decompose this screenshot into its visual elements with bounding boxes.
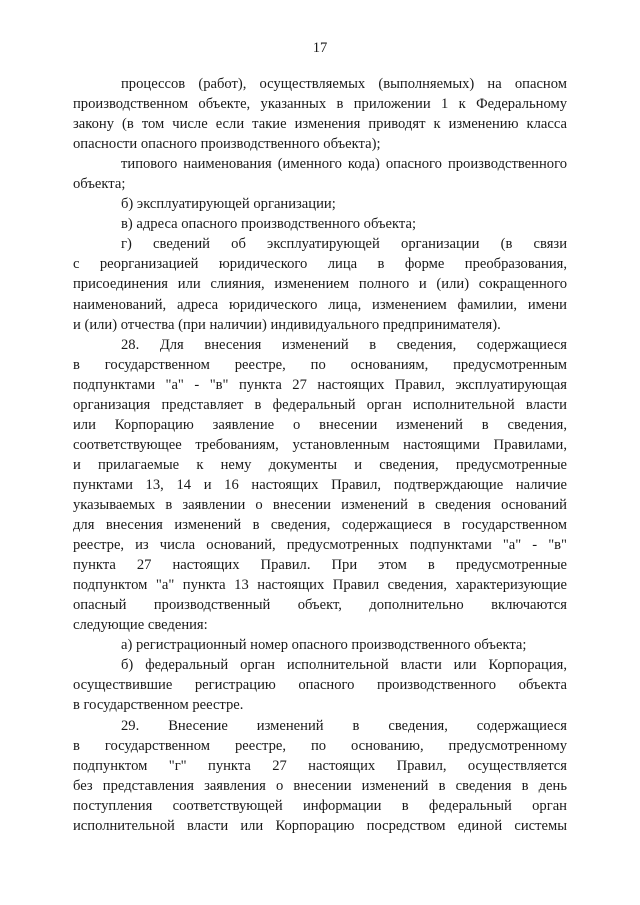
text-line: объекта; [73, 176, 126, 193]
text-line: пунктами 13, 14 и 16 настоящих Правил, подтверждающие наличие [73, 476, 567, 493]
text-line: в) адреса опасного производственного объекта; [121, 216, 417, 233]
text-line: для внесения изменений в сведения, содержащиеся в государственном [73, 517, 567, 534]
text-line: наименований, адреса юридического лица, изменением фамилии, имени [73, 296, 567, 313]
text-line: без представления заявления о внесении изменений в сведения в день [73, 777, 567, 794]
text-line: г) сведений об эксплуатирующей организации (в связи [121, 236, 567, 253]
text-line: подпунктом "г" пункта 27 настоящих Правил, осуществляется [73, 757, 567, 774]
text-line: соответствующее требованиям, установленным настоящими Правилами, [73, 436, 567, 453]
text-line: в государственном реестре, по основанию, предусмотренному [73, 737, 567, 754]
text-line: опасный производственный объект, дополнительно включаются [73, 597, 567, 614]
text-line: подпунктом "а" пункта 13 настоящих Правил сведения, характеризующие [73, 577, 567, 594]
text-line: процессов (работ), осуществляемых (выполняемых) на опасном [121, 76, 567, 92]
text-line: пункта 27 настоящих Правил. При этом в предусмотренные [73, 557, 567, 574]
text-line: типового наименования (именного кода) опасного производственного [121, 156, 567, 173]
text-line: осуществившие регистрацию опасного производственного объекта [73, 677, 567, 694]
page-number: 17 [312, 40, 328, 56]
text-line: или Корпорацию заявление о внесении изменений в сведения, [73, 416, 567, 433]
text-line: исполнительной власти или Корпорацию посредством единой системы [73, 817, 567, 834]
text-line: и (или) отчества (при наличии) индивидуального предпринимателя). [73, 316, 501, 333]
text-line: организация представляет в федеральный орган исполнительной власти [73, 396, 567, 413]
text-line: с реорганизацией юридического лица в форме преобразования, [73, 256, 567, 273]
text-line: 28. Для внесения изменений в сведения, содержащиеся [121, 336, 567, 353]
text-line: б) эксплуатирующей организации; [121, 196, 336, 213]
text-line: реестре, из числа оснований, предусмотренных подпунктами "а" - "в" [73, 537, 567, 554]
text-line: в государственном реестре. [73, 697, 244, 714]
text-line: подпунктами "а" - "в" пункта 27 настоящих Правил, эксплуатирующая [73, 376, 567, 393]
text-line: указываемых в заявлении о внесении изменений в сведения оснований [73, 496, 567, 513]
text-line: следующие сведения: [73, 617, 208, 634]
text-line: в государственном реестре, по основаниям, предусмотренным [73, 356, 567, 373]
text-line: и прилагаемые к нему документы и сведения, предусмотренные [73, 456, 567, 473]
text-line: закону (в том числе если такие изменения приводят к изменению класса [73, 116, 567, 133]
text-line: опасности опасного производственного объекта); [73, 136, 381, 153]
text-line: присоединения или слияния, изменением полного и (или) сокращенного [73, 276, 567, 293]
text-line: поступления соответствующей информации в федеральный орган [73, 797, 567, 814]
text-line: производственном объекте, указанных в приложении 1 к Федеральному [73, 96, 567, 113]
text-line: б) федеральный орган исполнительной власти или Корпорация, [121, 657, 567, 674]
text-line: а) регистрационный номер опасного производственного объекта; [121, 637, 527, 654]
document-body [73, 74, 567, 836]
text-line: 29. Внесение изменений в сведения, содержащиеся [121, 717, 567, 734]
